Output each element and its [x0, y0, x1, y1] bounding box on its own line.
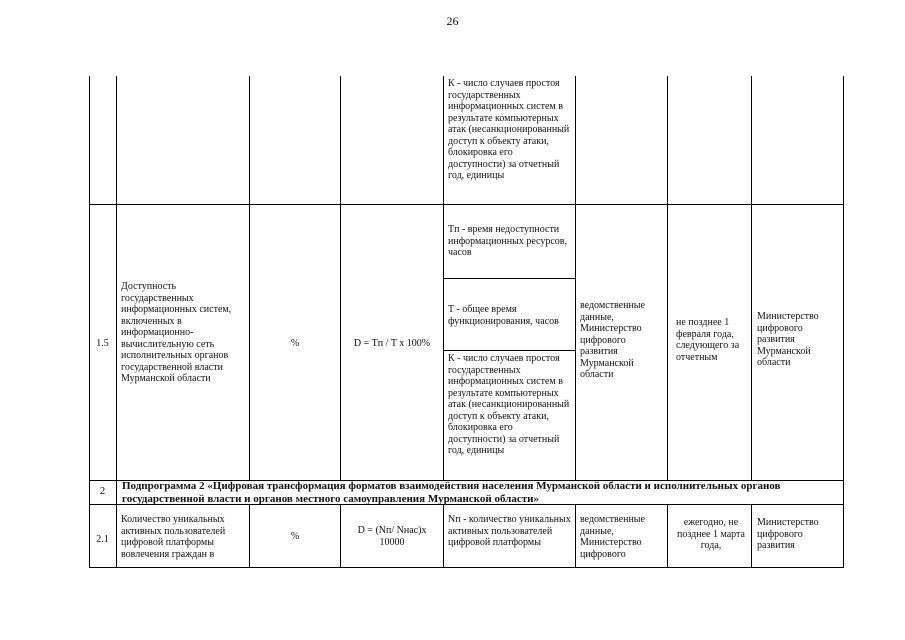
page-number: 26: [446, 14, 459, 28]
responsible-body: Министерство цифрового развития: [757, 517, 819, 551]
table-col-line: [751, 76, 752, 480]
unit-of-measure: %: [290, 338, 300, 349]
table-col-line: [667, 76, 668, 480]
row-number: 2.1: [96, 534, 109, 545]
data-source: ведомственные данные, Министерство цифрового: [580, 514, 645, 560]
subprogram-title: Подпрограмма 2 «Цифровая трансформация форматов взаимодействия населения Мурманской области и исполнительных органов государственной власти и органов местного самоуправления Мурманской области»: [122, 480, 781, 505]
table-col-line: [249, 76, 250, 480]
reporting-deadline: ежегодно, не позднее 1 марта года,: [677, 517, 745, 551]
subrow-divider: [443, 350, 576, 351]
table-border-right: [843, 76, 844, 568]
indicator-description: Nп - количество уникальных активных пользователей цифровой платформы: [448, 514, 571, 548]
indicators-table: [89, 76, 844, 568]
indicator-name: Количество уникальных активных пользователей цифровой платформы вовлечения граждан в: [121, 514, 226, 560]
reporting-deadline: не позднее 1 февраля года, следующего за отчетным: [676, 317, 740, 363]
calculation-formula: D = Tп / T x 100%: [353, 338, 431, 349]
indicator-name: Доступность государственных информационных систем, включенных в информационно-вычислительную сеть исполнительных органов государственной власти Мурманской области: [121, 281, 232, 384]
subrow-divider: [443, 278, 576, 279]
indicator-description: К - число случаев простоя государственных информационных систем в результате компьютерных атак (несанкционированный доступ к объекту атаки, блокировка его доступности) за отчетный год, единицы: [448, 353, 570, 456]
table-col-line: [340, 504, 341, 568]
table-col-line: [340, 76, 341, 480]
data-source: ведомственные данные, Министерство цифрового развития Мурманской области: [580, 300, 645, 380]
table-col-line: [751, 504, 752, 568]
row-number: 1.5: [96, 338, 109, 349]
indicator-description: Tп - время недоступности информационных ресурсов, часов: [448, 224, 568, 258]
table-col-line: [116, 76, 117, 568]
table-col-line: [443, 504, 444, 568]
responsible-body: Министерство цифрового развития Мурманской области: [757, 311, 819, 368]
row-divider: [89, 204, 844, 205]
table-col-line: [667, 504, 668, 568]
calculation-formula: D = (Nп/ Nнас)x 10000: [357, 525, 427, 548]
row-number: 2: [99, 485, 106, 497]
table-border-bottom: [89, 567, 844, 568]
unit-of-measure: %: [290, 531, 300, 542]
indicator-description: К - число случаев простоя государственных информационных систем в результате компьютерных атак (несанкционированный доступ к объекту атаки, блокировка его доступности) за отчетный год, единицы: [448, 78, 570, 181]
table-col-line: [575, 504, 576, 568]
indicator-description: T - общее время функционирования, часов: [448, 304, 559, 327]
